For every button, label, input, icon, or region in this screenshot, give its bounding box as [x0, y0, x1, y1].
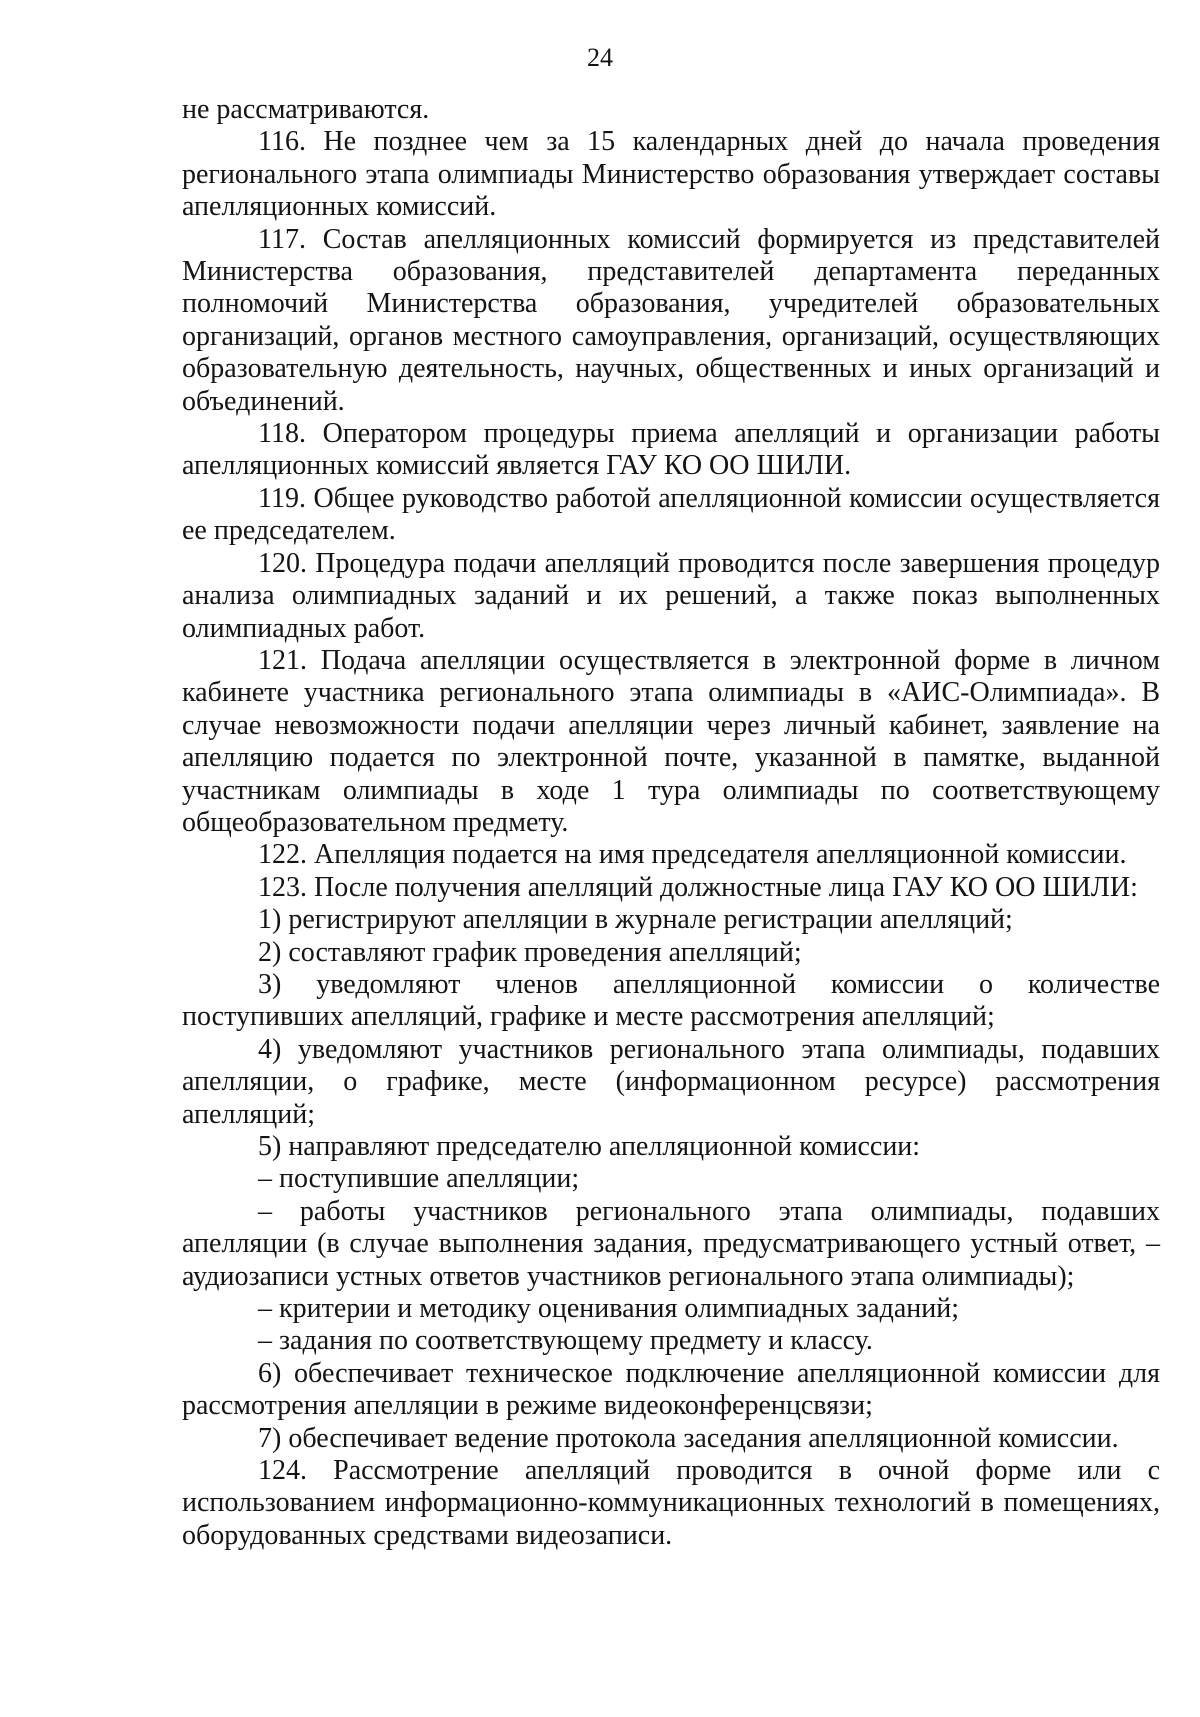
paragraph-117: 117. Состав апелляционных комиссий формируется из представителей Министерства образования, представителей департамента переданных полномочий Министерства образования, учредителей образовательных организаций, органов местного самоуправления, организаций, осуществляющих образовательную деятельность, научных, общественных и иных организаций и объединений.: [182, 223, 1160, 417]
list-item-3: 3) уведомляют членов апелляционной комиссии о количестве поступивших апелляций, графике и месте рассмотрения апелляций;: [182, 968, 1160, 1033]
dash-item-works: – работы участников регионального этапа олимпиады, подавших апелляции (в случае выполнения задания, предусматривающего устный ответ, – аудиозаписи устных ответов участников регионального этапа олимпиады);: [182, 1195, 1160, 1292]
paragraph-121: 121. Подача апелляции осуществляется в электронной форме в личном кабинете участника регионального этапа олимпиады в «АИС-Олимпиада». В случае невозможности подачи апелляции через личный кабинет, заявление на апелляцию подается по электронной почте, указанной в памятке, выданной участникам олимпиады в ходе 1 тура олимпиады по соответствующему общеобразовательном предмету.: [182, 644, 1160, 838]
page-number: 24: [587, 43, 613, 72]
list-item-5: 5) направляют председателю апелляционной комиссии:: [258, 1131, 921, 1162]
list-item-7: 7) обеспечивает ведение протокола заседания апелляционной комиссии.: [258, 1422, 1119, 1454]
paragraph-116: 116. Не позднее чем за 15 календарных дней до начала проведения регионального этапа олимпиады Министерство образования утверждает составы апелляционных комиссий.: [182, 126, 1160, 223]
paragraph-123: 123. После получения апелляций должностные лица ГАУ КО ОО ШИЛИ:: [258, 871, 1138, 903]
document-body: [182, 94, 1160, 1552]
paragraph-124: 124. Рассмотрение апелляций проводится в очной форме или с использованием информационно-коммуникационных технологий в помещениях, оборудованных средствами видеозаписи.: [182, 1455, 1160, 1551]
list-item-2: 2) составляют график проведения апелляций;: [258, 936, 802, 968]
dash-item-appeals: – поступившие апелляции;: [258, 1163, 580, 1195]
paragraph-120: 120. Процедура подачи апелляций проводится после завершения процедур анализа олимпиадных заданий и их решений, а также показ выполненных олимпиадных работ.: [182, 547, 1160, 644]
paragraph-118: 118. Оператором процедуры приема апелляций и организации работы апелляционных комиссий является ГАУ КО ОО ШИЛИ.: [182, 418, 1160, 482]
dash-item-tasks: – задания по соответствующему предмету и классу.: [258, 1325, 873, 1357]
list-item-4: 4) уведомляют участников регионального этапа олимпиады, подавших апелляции, о графике, месте (информационном ресурсе) рассмотрения апелляций;: [182, 1033, 1160, 1130]
paragraph-122: 122. Апелляция подается на имя председателя апелляционной комиссии.: [258, 839, 1127, 871]
paragraph-119: 119. Общее руководство работой апелляционной комиссии осуществляется ее председателем.: [182, 482, 1160, 547]
list-item-1: 1) регистрируют апелляции в журнале регистрации апелляций;: [258, 904, 1013, 936]
paragraph-continuation: не рассматриваются.: [182, 94, 430, 125]
dash-item-criteria: – критерии и методику оценивания олимпиадных заданий;: [258, 1293, 959, 1325]
list-item-6: 6) обеспечивает техническое подключение апелляционной комиссии для рассмотрения апелляции в режиме видеоконференцсвязи;: [182, 1357, 1160, 1422]
